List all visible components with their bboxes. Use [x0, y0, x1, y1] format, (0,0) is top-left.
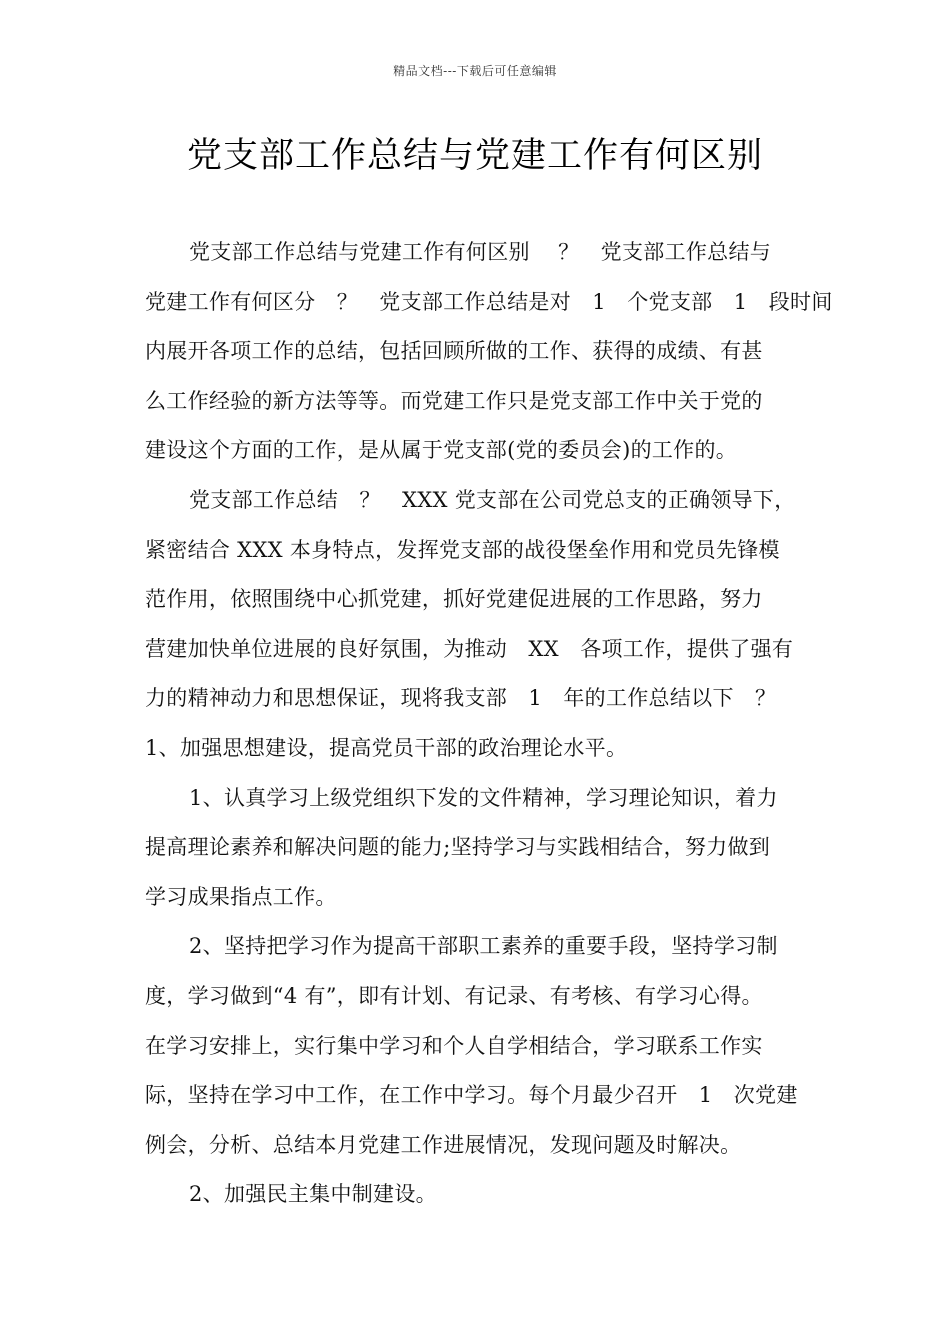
body-line: 营建加快单位进展的良好氛围，为推动 XX 各项工作，提供了强有 [145, 636, 794, 661]
body-line: 建设这个方面的工作，是从属于党支部(党的委员会)的工作的。 [145, 438, 738, 463]
document-body [145, 228, 833, 1220]
body-line: 范作用，依照围绕中心抓党建，抓好党建促进展的工作思路，努力 [145, 587, 763, 612]
body-line: 么工作经验的新方法等等。而党建工作只是党支部工作中关于党的 [145, 388, 763, 413]
body-line: 2、坚持把学习作为提高干部职工素养的重要手段，坚持学习制 [189, 934, 778, 959]
body-line: 在学习安排上，实行集中学习和个人自学相结合，学习联系工作实 [145, 1033, 763, 1058]
body-line: 例会，分析、总结本月党建工作进展情况，发现问题及时解决。 [145, 1132, 742, 1157]
header-note: 精品文档---下载后可任意编辑 [393, 64, 557, 78]
body-line: 际，坚持在学习中工作，在工作中学习。每个月最少召开 1 次党建 [145, 1083, 798, 1108]
body-line: 1、加强思想建设，提高党员干部的政治理论水平。 [145, 735, 628, 760]
body-line: 提高理论素养和解决问题的能力;坚持学习与实践相结合，努力做到 [145, 835, 771, 860]
body-line: 2、加强民主集中制建设。 [189, 1182, 437, 1207]
body-line: 紧密结合 XXX 本身特点，发挥党支部的战役堡垒作用和党员先锋模 [145, 537, 780, 562]
body-line: 党支部工作总结 ？ XXX 党支部在公司党总支的正确领导下， [189, 487, 796, 512]
body-line: 内展开各项工作的总结，包括回顾所做的工作、获得的成绩、有甚 [145, 339, 763, 364]
body-line: 学习成果指点工作。 [145, 884, 337, 909]
body-line: 党支部工作总结与党建工作有何区别 ？ 党支部工作总结与 [189, 240, 772, 264]
body-line: 力的精神动力和思想保证，现将我支部 1 年的工作总结以下 ？ [145, 686, 777, 711]
document-title: 党支部工作总结与党建工作有何区别 [186, 136, 763, 176]
body-line: 度，学习做到“4 有”，即有计划、有记录、有考核、有学习心得。 [145, 983, 763, 1008]
body-line: 党建工作有何区分 ？ 党支部工作总结是对 1 个党支部 1 段时间 [145, 289, 833, 314]
body-line: 1、认真学习上级党组织下发的文件精神，学习理论知识，着力 [189, 785, 778, 810]
